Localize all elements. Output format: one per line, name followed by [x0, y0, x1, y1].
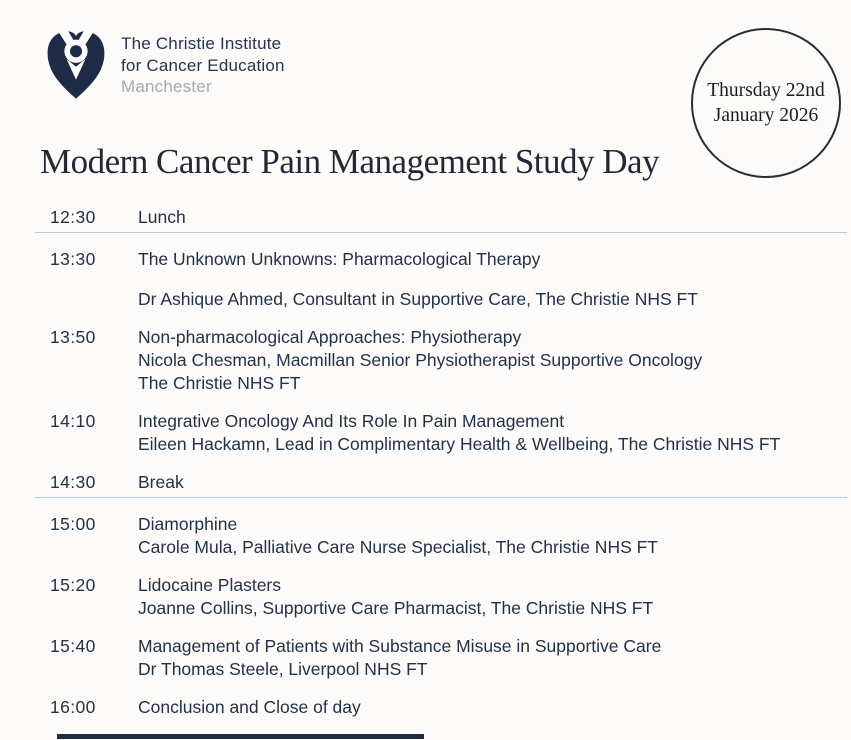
schedule-row [0, 635, 851, 681]
session-title: Management of Patients with Substance Misuse in Supportive Care [138, 636, 662, 656]
section-divider [35, 497, 847, 498]
session-title: Non-pharmacological Approaches: Physiotherapy [138, 327, 522, 347]
session-time: 15:40 [50, 636, 96, 656]
session-details [138, 471, 851, 494]
session-time: 13:30 [50, 249, 96, 269]
session-speaker: Eileen Hackamn, Lead in Complimentary Health & Wellbeing, The Christie NHS FT [138, 434, 781, 454]
session-speaker: Nicola Chesman, Macmillan Senior Physiotherapist Supportive Oncology [138, 350, 703, 370]
session-time: 16:00 [50, 697, 96, 717]
schedule-row [0, 574, 851, 620]
date-badge-line-1: Thursday 22nd [707, 79, 825, 101]
logo-text [121, 28, 285, 98]
date-badge [691, 28, 841, 178]
person-in-heart-icon [45, 28, 107, 102]
schedule-row [0, 513, 851, 559]
schedule-row [0, 471, 851, 494]
page-title: Modern Cancer Pain Management Study Day [40, 142, 660, 181]
session-details [138, 326, 851, 395]
session-title: Lunch [138, 207, 186, 227]
schedule-row [0, 696, 851, 719]
logo-line-2: for Cancer Education [121, 55, 285, 75]
session-details [138, 410, 851, 456]
logo-line-3: Manchester [121, 77, 212, 96]
session-details [138, 206, 851, 229]
session-details [138, 635, 851, 681]
session-time: 12:30 [50, 207, 96, 227]
session-details [138, 513, 851, 559]
session-time: 15:00 [50, 514, 96, 534]
session-time: 14:10 [50, 411, 96, 431]
schedule-row [0, 326, 851, 395]
bottom-bar [57, 734, 424, 739]
schedule-row [0, 248, 851, 311]
session-speaker: Carole Mula, Palliative Care Nurse Specialist, The Christie NHS FT [138, 537, 658, 557]
session-details [138, 696, 851, 719]
session-title: Conclusion and Close of day [138, 697, 361, 717]
session-time: 14:30 [50, 472, 96, 492]
session-title: The Unknown Unknowns: Pharmacological Therapy [138, 249, 541, 269]
session-time: 13:50 [50, 327, 96, 347]
header [0, 0, 851, 126]
session-title: Lidocaine Plasters [138, 575, 281, 595]
session-title: Diamorphine [138, 514, 238, 534]
session-speaker: The Christie NHS FT [138, 373, 301, 393]
session-time: 15:20 [50, 575, 96, 595]
session-details [138, 248, 851, 311]
session-speaker: Dr Thomas Steele, Liverpool NHS FT [138, 659, 428, 679]
session-details [138, 574, 851, 620]
session-title: Break [138, 472, 184, 492]
schedule-row [0, 206, 851, 229]
session-speaker: Joanne Collins, Supportive Care Pharmacist, The Christie NHS FT [138, 598, 654, 618]
session-speaker: Dr Ashique Ahmed, Consultant in Supportive Care, The Christie NHS FT [138, 289, 698, 309]
logo-line-1: The Christie Institute [121, 34, 282, 53]
section-divider [35, 232, 847, 233]
session-title: Integrative Oncology And Its Role In Pain Management [138, 411, 565, 431]
schedule [0, 206, 851, 719]
schedule-row [0, 410, 851, 456]
line-spacer [138, 271, 823, 288]
date-badge-line-2: January 2026 [713, 105, 819, 126]
